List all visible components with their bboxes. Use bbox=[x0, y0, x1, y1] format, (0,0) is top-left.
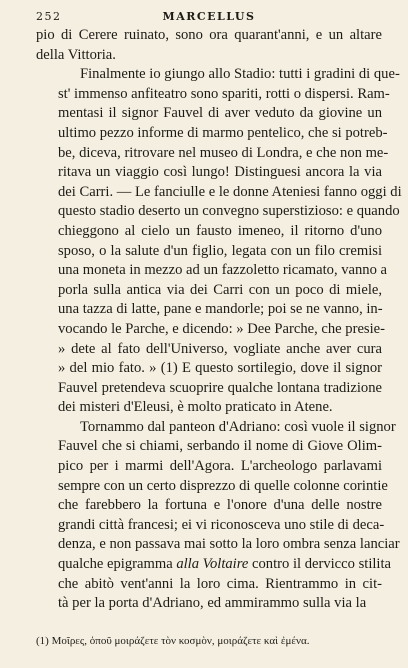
text-line: » dete al fato dell'Universo, vogliate anche aver cura bbox=[58, 340, 382, 357]
text-line: qualche epigramma alla Voltaire contro il dervicco stilita bbox=[58, 556, 392, 573]
text-line: be, diceva, ritrovare nel museo di Londra, e che non me- bbox=[58, 144, 389, 161]
text-line: questo stadio deserto un convegno superstizioso: e quando bbox=[58, 203, 400, 220]
text-line: che abitò vent'anni la loro cima. Rientrammo in cit- bbox=[58, 575, 382, 592]
text-line: pio di Cerere ruinato, sono ora quarant'anni, e un altare bbox=[36, 27, 382, 43]
text-line: una moneta in mezzo ad un fazzoletto ricamato, vanno a bbox=[58, 262, 388, 279]
text-line: pico per i marmi dell'Agora. L'archeologo parlavami bbox=[58, 458, 382, 475]
page-header bbox=[36, 6, 382, 26]
text-line: Tornammo dal panteon d'Adriano: così vuole il signor bbox=[80, 418, 396, 435]
footnote: (1) Μοῖρες, ὁποῦ μοιράζετε τὸν κοσμὸν, μοιράζετε καὶ ἐμένα. bbox=[36, 635, 310, 647]
paragraph bbox=[36, 418, 400, 614]
text-line: porla sulla antica via dei Carri con un poco di miele, bbox=[58, 281, 382, 298]
text-line: Fauvel che si chiami, serbando il nome di Giove Olim- bbox=[58, 438, 382, 455]
text-line: ultimo pezzo informe di marmo pentelico, che si potreb- bbox=[58, 124, 388, 141]
text-line: sempre con un certo disprezzo di quelle colonne corintie bbox=[58, 477, 388, 494]
paragraph bbox=[36, 65, 402, 418]
text-line: st' immenso anfiteatro sono spariti, rotti o dispersi. Ram- bbox=[58, 85, 390, 102]
text-line: tà per la porta d'Adriano, ed ammirammo sulla via la bbox=[58, 595, 367, 612]
text-line: che farebbero la fortuna e l'onore d'una delle nostre bbox=[58, 497, 382, 514]
text-line: Finalmente io giungo allo Stadio: tutti i gradini di que- bbox=[80, 66, 400, 83]
text-line: chieggono al cielo un fausto imeneo, il ritorno d'uno bbox=[58, 222, 382, 239]
text-line: dei misteri d'Eleusi, è molto praticato in Atene. bbox=[58, 399, 333, 416]
text-line: sposo, o la salute d'un figlio, legata con un filo cremisi bbox=[58, 242, 382, 259]
text-line: grandi città francesi; ei vi riconosceva uno stile di deca- bbox=[58, 516, 385, 533]
text-line: » del mio fato. » (1) E questo sortilegio, dove il signor bbox=[58, 360, 382, 377]
text-line: ritava un viaggio così lungo! Distinguesi ancora la via bbox=[58, 164, 382, 181]
running-title: MARCELLUS bbox=[162, 10, 256, 23]
text-line: della Vittoria. bbox=[36, 46, 116, 63]
text-line: denza, e non passava mai sotto la loro ombra senza lanciar bbox=[58, 536, 400, 553]
text-line: Fauvel pretendeva scuoprire qualche lontana tradizione bbox=[58, 379, 382, 396]
text-line: una tazza di latte, pane e mandorle; poi se ne vanno, in- bbox=[58, 301, 383, 318]
page-number: 252 bbox=[36, 10, 62, 23]
text-line: vocando le Parche, e dicendo: » Dee Parche, che presie- bbox=[58, 320, 385, 337]
text-line: mentasi il signor Fauvel di aver veduto da giovine un bbox=[58, 105, 382, 122]
text-line: dei Carri. — Le fanciulle e le donne Ateniesi fanno oggi di bbox=[58, 183, 402, 200]
paragraph bbox=[36, 26, 382, 65]
body-text bbox=[36, 26, 402, 614]
